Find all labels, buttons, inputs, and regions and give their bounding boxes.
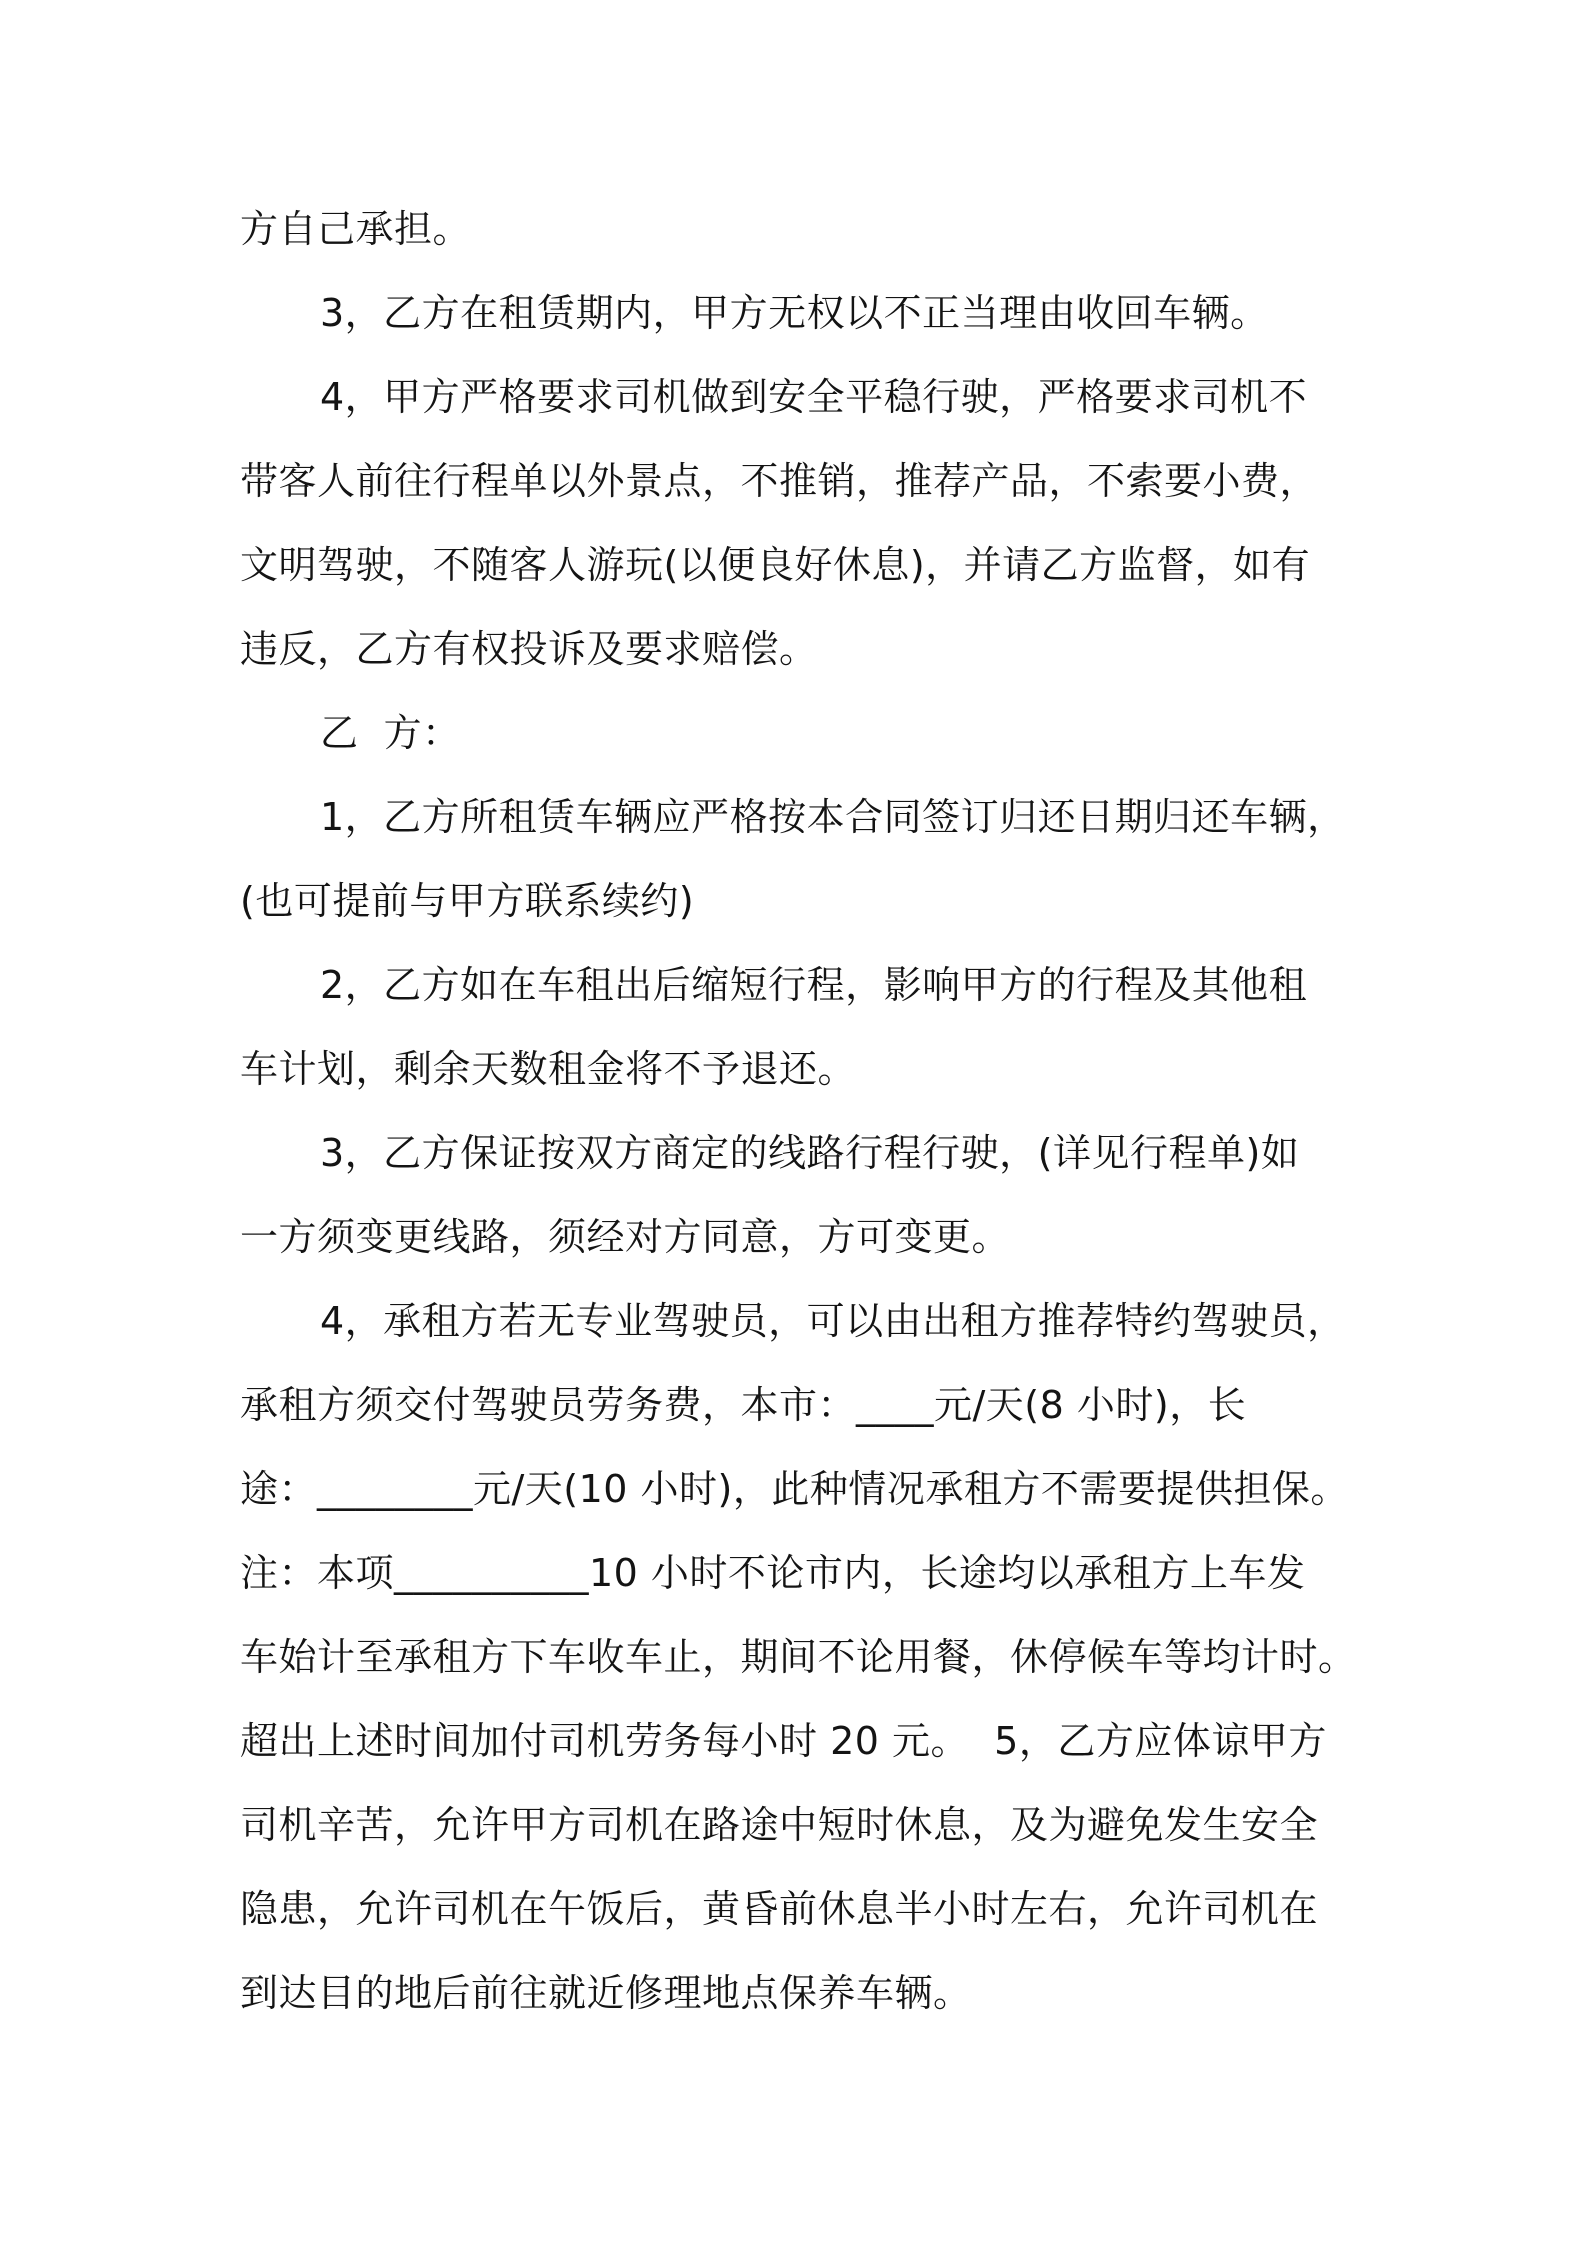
text-line: 一方须变更线路，须经对方同意，方可变更。	[240, 1215, 1011, 1259]
text-line: 注：本项__________10 小时不论市内，长途均以承租方上车发	[240, 1551, 1306, 1595]
text-line: 超出上述时间加付司机劳务每小时 20 元。 5，乙方应体谅甲方	[240, 1719, 1327, 1763]
text-line: 3，乙方保证按双方商定的线路行程行驶，(详见行程单)如	[320, 1131, 1300, 1175]
text-line: 违反，乙方有权投诉及要求赔偿。	[240, 627, 818, 671]
text-line: 承租方须交付驾驶员劳务费，本市：____元/天(8 小时)，长	[240, 1383, 1247, 1427]
text-line: 2，乙方如在车租出后缩短行程，影响甲方的行程及其他租	[320, 963, 1308, 1007]
text-line: 3，乙方在租赁期内，甲方无权以不正当理由收回车辆。	[320, 291, 1269, 335]
text-line: (也可提前与甲方联系续约)	[240, 879, 695, 923]
text-line: 1，乙方所租赁车辆应严格按本合同签订归还日期归还车辆，	[320, 795, 1346, 839]
text-line: 方自己承担。	[240, 207, 472, 251]
text-line: 带客人前往行程单以外景点，不推销，推荐产品，不索要小费，	[240, 459, 1319, 503]
text-line: 司机辛苦，允许甲方司机在路途中短时休息，及为避免发生安全	[240, 1803, 1319, 1847]
text-line: 4，甲方严格要求司机做到安全平稳行驶，严格要求司机不	[320, 375, 1308, 419]
text-line: 车计划，剩余天数租金将不予退还。	[240, 1047, 857, 1091]
text-line: 途：________元/天(10 小时)，此种情况承租方不需要提供担保。	[240, 1467, 1349, 1511]
text-line: 文明驾驶，不随客人游玩(以便良好休息)，并请乙方监督，如有	[240, 543, 1311, 587]
text-line: 车始计至承租方下车收车止，期间不论用餐，休停候车等均计时。	[240, 1635, 1357, 1679]
section-heading: 乙 方：	[320, 711, 461, 755]
text-line: 4，承租方若无专业驾驶员，可以由出租方推荐特约驾驶员，	[320, 1299, 1346, 1343]
text-line: 到达目的地后前往就近修理地点保养车辆。	[240, 1971, 972, 2015]
text-line: 隐患，允许司机在午饭后，黄昏前休息半小时左右，允许司机在	[240, 1887, 1319, 1931]
